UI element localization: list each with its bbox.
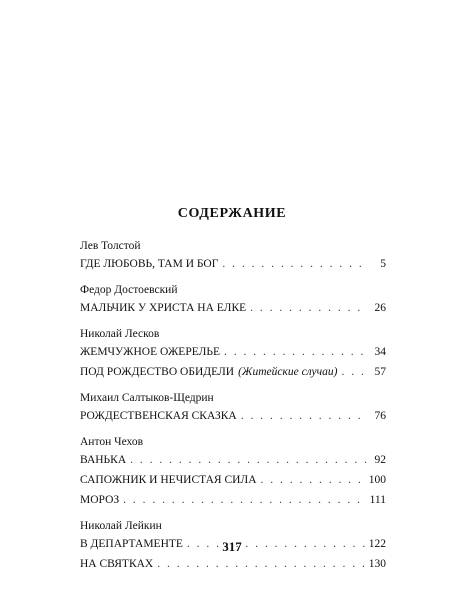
entry-title: РОЖДЕСТВЕНСКАЯ СКАЗКА (80, 410, 237, 422)
table-of-contents (80, 238, 386, 582)
toc-group (80, 326, 386, 382)
entry-title: ВАНЬКА (80, 454, 127, 466)
toc-entry (80, 342, 386, 362)
entry-page-number: 5 (380, 258, 386, 270)
dot-leader (123, 490, 365, 510)
entry-page-number: 76 (374, 410, 386, 422)
author-name: Антон Чехов (80, 436, 144, 448)
entry-title: САПОЖНИК И НЕЧИСТАЯ СИЛА (80, 474, 257, 486)
toc-entry (80, 450, 386, 470)
entry-title: ПОД РОЖДЕСТВО ОБИДЕЛИ (80, 366, 235, 378)
toc-entry (80, 406, 386, 426)
author-name: Михаил Салтыков-Щедрин (80, 392, 214, 404)
dot-leader (224, 342, 368, 362)
dot-leader (250, 298, 368, 318)
toc-group (80, 390, 386, 426)
dot-leader (341, 362, 368, 382)
dot-leader (261, 470, 365, 490)
entry-page-number: 122 (368, 538, 386, 550)
author-name: Николай Лесков (80, 328, 160, 340)
dot-leader (130, 450, 368, 470)
toc-entry (80, 470, 386, 490)
entry-title: НА СВЯТКАХ (80, 558, 154, 570)
entry-page-number: 92 (374, 454, 386, 466)
entry-title: МОРОЗ (80, 494, 120, 506)
entry-title: ГДЕ ЛЮБОВЬ, ТАМ И БОГ (80, 258, 219, 270)
author-name: Николай Лейкин (80, 520, 162, 532)
entry-page-number: 111 (369, 494, 386, 506)
author-name: Федор Достоевский (80, 284, 178, 296)
toc-group (80, 282, 386, 318)
toc-entry (80, 490, 386, 510)
entry-subtitle: (Житейские случаи) (238, 366, 338, 378)
toc-group (80, 238, 386, 274)
toc-entry (80, 554, 386, 574)
entry-title: В ДЕПАРТАМЕНТЕ (80, 538, 183, 550)
entry-page-number: 100 (368, 474, 386, 486)
dot-leader (222, 254, 368, 274)
entry-page-number: 34 (374, 346, 386, 358)
toc-heading: СОДЕРЖАНИЕ (177, 206, 287, 221)
page-number: 317 (222, 539, 242, 554)
dot-leader (241, 406, 368, 426)
entry-page-number: 26 (374, 302, 386, 314)
dot-leader (157, 554, 365, 574)
toc-group (80, 434, 386, 510)
entry-title: ЖЕМЧУЖНОЕ ОЖЕРЕЛЬЕ (80, 346, 221, 358)
toc-entry (80, 254, 386, 274)
toc-entry (80, 298, 386, 318)
entry-page-number: 130 (368, 558, 386, 570)
toc-entry (80, 362, 386, 382)
author-name: Лев Толстой (80, 240, 141, 252)
entry-title: МАЛЬЧИК У ХРИСТА НА ЕЛКЕ (80, 302, 247, 314)
entry-page-number: 57 (374, 366, 386, 378)
